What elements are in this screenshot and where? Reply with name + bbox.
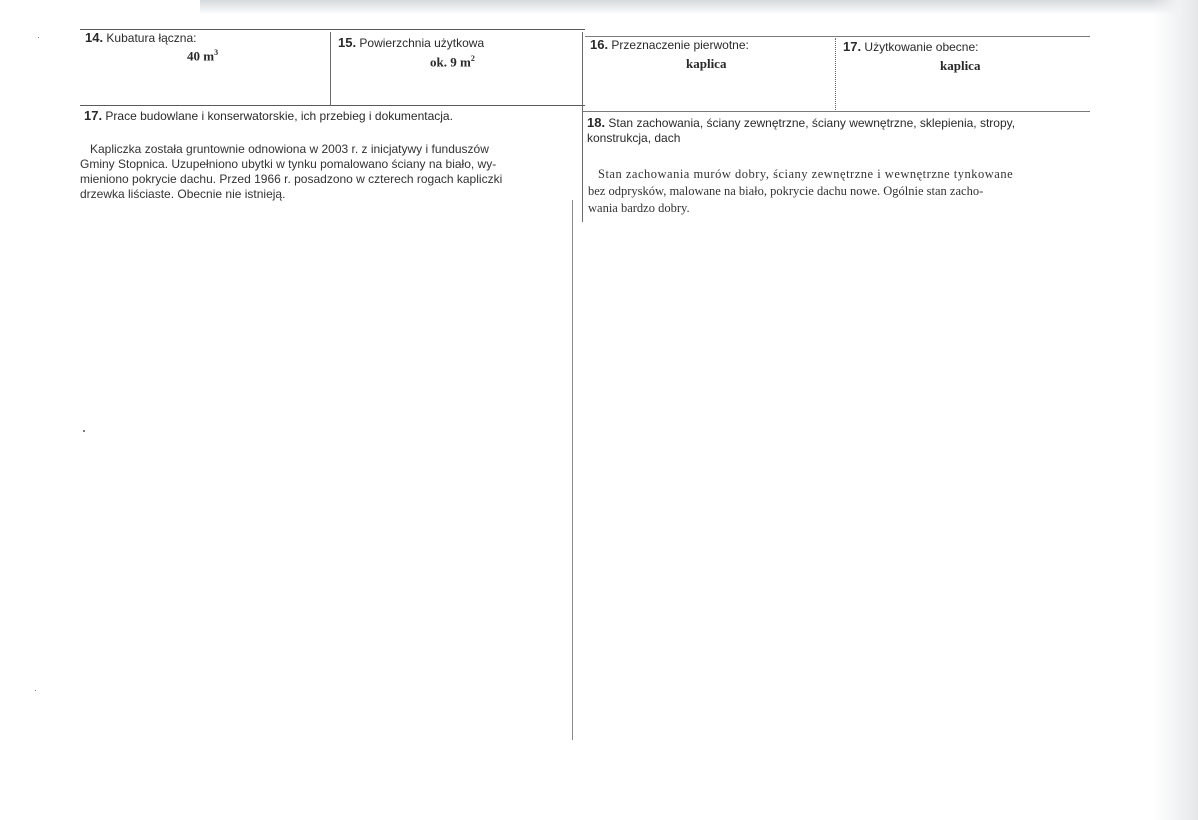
cell-15-text: Powierzchnia użytkowa	[359, 36, 485, 50]
column-divider-2	[582, 32, 583, 222]
section-18-line: wania bardzo dobry.	[588, 201, 690, 215]
scan-speck	[35, 690, 36, 691]
scan-top-shadow	[200, 0, 1198, 14]
cell-14-value	[187, 48, 218, 64]
cell-15-label	[338, 36, 484, 50]
cell-17a-number: 17.	[843, 39, 862, 54]
table-top-border	[80, 29, 585, 30]
section-17-line: Gminy Stopnica. Uzupełniono ubytki w tynku pomalowano ściany na biało, wy-	[80, 157, 497, 171]
section-18-heading-line: Stan zachowania, ściany zewnętrzne, ściany wewnętrzne, sklepienia, stropy,	[608, 116, 1016, 130]
cell-14-number: 14.	[85, 30, 104, 45]
scan-speck	[83, 430, 85, 432]
cell-17a-value: kaplica	[940, 58, 981, 73]
section-17-line: Kapliczka została gruntownie odnowiona w 2003 r. z inicjatywy i funduszów	[90, 142, 489, 156]
cell-15-value	[430, 54, 475, 70]
cell-17a-text: Użytkowanie obecne:	[864, 40, 979, 54]
row-divider-right	[583, 111, 1090, 112]
section-17-heading-text: Prace budowlane i konserwatorskie, ich przebieg i dokumentacja.	[105, 109, 453, 123]
column-divider-main	[572, 200, 573, 740]
cell-16-value: kaplica	[686, 56, 727, 71]
cell-15-value-main: ok. 9 m	[430, 54, 471, 70]
cell-14-label	[85, 31, 196, 45]
cell-14-text: Kubatura łączna:	[106, 31, 197, 45]
cell-14-value-main: 40 m	[187, 48, 215, 64]
cell-14-value-sup: 3	[214, 48, 219, 57]
section-17-line: mieniono pokrycie dachu. Przed 1966 r. posadzono w czterech rogach kapliczki	[80, 172, 503, 186]
scan-right-edge-shadow	[1152, 0, 1198, 820]
column-divider-3	[835, 38, 837, 110]
section-17-number: 17.	[84, 108, 103, 123]
cell-15-value-sup: 2	[470, 54, 475, 63]
section-18-number: 18.	[587, 115, 606, 130]
column-divider-1	[330, 32, 331, 106]
section-18-line: Stan zachowania murów dobry, ściany zewnętrzne i wewnętrzne tynkowane	[598, 167, 1014, 181]
section-17-line: drzewka liściaste. Obecnie nie istnieją.	[80, 187, 286, 201]
section-18-heading-line: konstrukcja, dach	[587, 131, 681, 145]
section-18-heading	[587, 115, 1015, 146]
cell-16-number: 16.	[590, 37, 609, 52]
cell-16-text: Przeznaczenie pierwotne:	[611, 38, 749, 52]
row-divider	[80, 105, 585, 106]
table-top-border-right	[585, 36, 1090, 37]
cell-15-number: 15.	[338, 35, 357, 50]
section-17-heading	[84, 109, 453, 123]
cell-17a-label	[843, 40, 979, 54]
scan-speck	[38, 37, 39, 38]
section-17-body	[80, 142, 570, 202]
cell-16-label	[590, 38, 749, 52]
section-18-line: bez odprysków, malowane na biało, pokrycie dachu nowe. Ogólnie stan zacho-	[588, 184, 984, 198]
section-18-body	[588, 166, 1088, 217]
